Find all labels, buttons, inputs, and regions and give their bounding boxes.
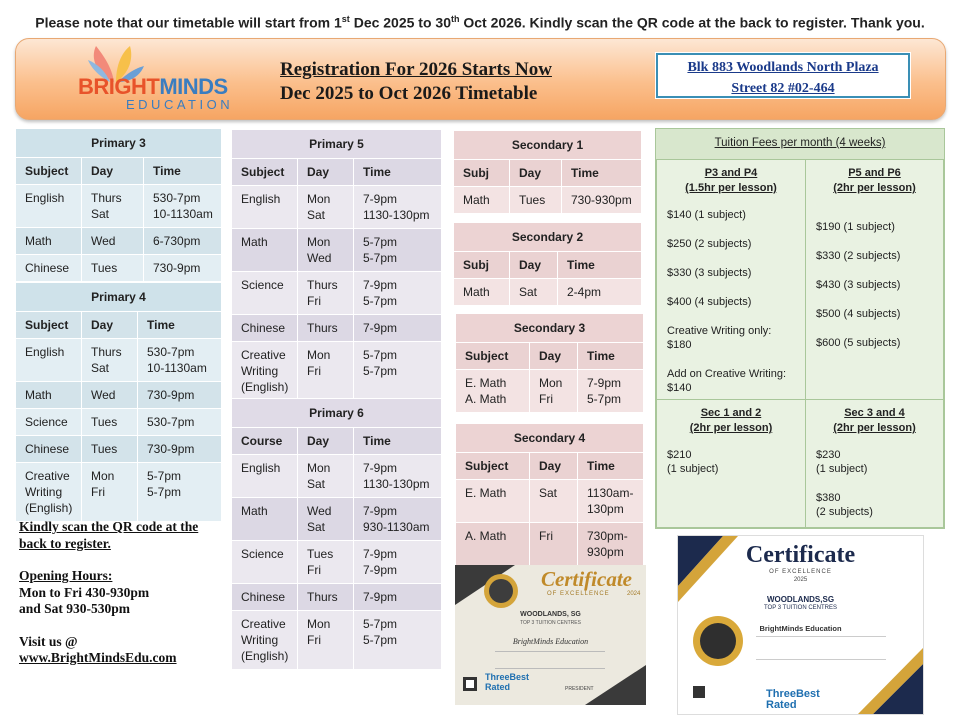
subject-line: (English) bbox=[241, 380, 289, 394]
cell-time bbox=[578, 480, 644, 523]
col-header: Day bbox=[82, 312, 138, 339]
time-line: 1130am- bbox=[587, 486, 634, 500]
col-header: Subject bbox=[16, 158, 82, 185]
day-line: Fri bbox=[539, 392, 553, 406]
day-line: Wed bbox=[307, 251, 332, 265]
fee-item: $190 (1 subject) bbox=[816, 221, 895, 233]
table-row bbox=[456, 370, 644, 413]
fees-p56-heading bbox=[816, 166, 933, 196]
heading-line: (2hr per lesson) bbox=[833, 182, 916, 194]
cell-time: 7-9pm bbox=[354, 584, 442, 611]
cell-subject: Chinese bbox=[232, 584, 298, 611]
cell-day bbox=[298, 186, 354, 229]
time-line: 5-7pm bbox=[363, 294, 398, 308]
day-line: Mon bbox=[307, 348, 331, 362]
certificate-2025 bbox=[677, 535, 924, 715]
cell-time bbox=[354, 272, 442, 315]
fee-item: $330 (3 subjects) bbox=[667, 267, 752, 279]
time-line: 730pm- bbox=[587, 529, 628, 543]
subject-line: Creative bbox=[241, 617, 286, 631]
cell-subject: Chinese bbox=[232, 315, 298, 342]
col-header: Subj bbox=[454, 252, 510, 279]
cell-time bbox=[144, 185, 222, 228]
table-title: Primary 4 bbox=[16, 283, 222, 312]
time-line: 5-7pm bbox=[147, 469, 182, 483]
banner-title-line2: Dec 2025 to Oct 2026 Timetable bbox=[280, 83, 538, 104]
cell-day: Fri bbox=[530, 523, 578, 566]
secondary3-table bbox=[455, 313, 644, 413]
day-line: Thurs bbox=[91, 345, 122, 359]
time-line: 5-7pm bbox=[363, 348, 398, 362]
primary6-table bbox=[231, 398, 442, 670]
certificate-org: BrightMinds Education bbox=[759, 624, 842, 633]
cell-subject: Math bbox=[16, 382, 82, 409]
day-line: Thurs bbox=[91, 191, 122, 205]
threebest-rated: Rated bbox=[485, 682, 511, 692]
cell-day bbox=[298, 541, 354, 584]
cell-subject: Math bbox=[454, 279, 510, 306]
table-row bbox=[232, 611, 442, 670]
table-row bbox=[232, 498, 442, 541]
cell-day: Wed bbox=[82, 382, 138, 409]
heading-line: (1.5hr per lesson) bbox=[685, 182, 777, 194]
table-row bbox=[16, 463, 222, 522]
time-line: 5-7pm bbox=[363, 364, 398, 378]
left-info bbox=[19, 519, 224, 667]
cell-time: 730-9pm bbox=[144, 255, 222, 282]
table-row bbox=[232, 342, 442, 401]
fees-s12-heading bbox=[667, 406, 795, 436]
certificate-year: 2024 bbox=[627, 591, 641, 597]
day-line: Fri bbox=[91, 485, 105, 499]
tuition-fees-panel bbox=[655, 128, 945, 529]
col-header: Day bbox=[530, 343, 578, 370]
table-title: Secondary 3 bbox=[456, 314, 644, 343]
primary5-table bbox=[231, 129, 442, 401]
day-line: Sat bbox=[91, 207, 110, 221]
cell-time bbox=[578, 523, 644, 566]
cell-day bbox=[298, 455, 354, 498]
fee-item bbox=[816, 491, 933, 519]
fee-line: $140 bbox=[667, 382, 692, 394]
time-line: 5-7pm bbox=[587, 392, 622, 406]
table-row bbox=[232, 272, 442, 315]
cell-subject: Chinese bbox=[16, 436, 82, 463]
certificate-org: BrightMinds Education bbox=[512, 637, 589, 646]
col-header: Subject bbox=[456, 343, 530, 370]
brightminds-logo bbox=[78, 44, 268, 112]
secondary1-table bbox=[453, 130, 642, 214]
cell-day: Sat bbox=[510, 279, 558, 306]
certificate-place: WOODLANDS, SG bbox=[520, 611, 581, 618]
day-line: Mon bbox=[307, 617, 331, 631]
col-header: Time bbox=[354, 159, 442, 186]
cell-time bbox=[138, 339, 222, 382]
col-header: Day bbox=[298, 159, 354, 186]
cell-time bbox=[354, 186, 442, 229]
table-title: Primary 5 bbox=[232, 130, 442, 159]
threebest-badge: ThreeBest bbox=[766, 688, 820, 700]
cell-time: 2-4pm bbox=[558, 279, 642, 306]
banner-title-line1: Registration For 2026 Starts Now bbox=[280, 59, 552, 80]
cell-day bbox=[82, 339, 138, 382]
table-row bbox=[16, 436, 222, 463]
cell-day: Tues bbox=[82, 436, 138, 463]
opening-hours-saturday: and Sat 930-530pm bbox=[19, 601, 131, 616]
day-line: Sat bbox=[307, 477, 326, 491]
day-line: Fri bbox=[307, 294, 321, 308]
certificate-subtitle: OF EXCELLENCE bbox=[769, 569, 832, 575]
day-line: Fri bbox=[307, 364, 321, 378]
fees-s34 bbox=[805, 399, 944, 528]
fee-item: $500 (4 subjects) bbox=[816, 308, 901, 320]
cell-subject bbox=[456, 370, 530, 413]
cell-day bbox=[298, 272, 354, 315]
fee-line: Creative Writing only: bbox=[667, 325, 772, 337]
address-line2: Street 82 #02-464 bbox=[731, 81, 835, 96]
fee-item bbox=[667, 367, 795, 395]
day-line: Mon bbox=[307, 192, 331, 206]
cell-time: 730-9pm bbox=[138, 382, 222, 409]
logo-education: EDUCATION bbox=[126, 97, 234, 112]
cell-day bbox=[298, 342, 354, 401]
qr-note-line1: Kindly scan the QR code at the bbox=[19, 519, 199, 534]
heading-line: P5 and P6 bbox=[848, 167, 901, 179]
notice-sup-2: th bbox=[450, 14, 460, 24]
col-header: Subject bbox=[456, 453, 530, 480]
cell-day: Tues bbox=[82, 255, 144, 282]
day-line: Wed bbox=[307, 504, 332, 518]
time-line: 930-1130am bbox=[363, 520, 430, 534]
table-row bbox=[16, 382, 222, 409]
fee-item bbox=[667, 324, 795, 352]
col-header: Time bbox=[578, 453, 644, 480]
table-row bbox=[232, 186, 442, 229]
table-row bbox=[232, 315, 442, 342]
table-row bbox=[232, 229, 442, 272]
certificate-year: 2025 bbox=[793, 577, 808, 583]
fee-line: $180 bbox=[667, 339, 692, 351]
certificate-body-text bbox=[495, 651, 605, 669]
cell-time bbox=[354, 611, 442, 670]
cell-day: Tues bbox=[510, 187, 562, 214]
cell-subject: Math bbox=[232, 229, 298, 272]
cell-subject: English bbox=[16, 339, 82, 382]
fee-item: $140 (1 subject) bbox=[667, 209, 746, 221]
cell-day: Thurs bbox=[298, 315, 354, 342]
col-header: Course bbox=[232, 428, 298, 455]
fees-p34 bbox=[656, 159, 806, 400]
day-line: Mon bbox=[91, 469, 115, 483]
col-header: Day bbox=[298, 428, 354, 455]
time-line: 930pm bbox=[587, 545, 624, 559]
fee-item: $600 (5 subjects) bbox=[816, 337, 901, 349]
cell-time: 7-9pm bbox=[354, 315, 442, 342]
fee-line: (1 subject) bbox=[816, 463, 868, 475]
cell-subject: English bbox=[16, 185, 82, 228]
time-line: 7-9pm bbox=[363, 504, 398, 518]
day-line: Fri bbox=[307, 563, 321, 577]
table-title: Secondary 1 bbox=[454, 131, 642, 160]
cell-time: 730-930pm bbox=[562, 187, 642, 214]
cell-time bbox=[354, 541, 442, 584]
table-title: Secondary 2 bbox=[454, 223, 642, 252]
col-header: Subj bbox=[454, 160, 510, 187]
fee-item: $330 (2 subjects) bbox=[816, 250, 901, 262]
time-line: 5-7pm bbox=[363, 617, 398, 631]
table-row bbox=[454, 187, 642, 214]
day-line: Tues bbox=[307, 547, 334, 561]
day-line: Mon bbox=[539, 376, 563, 390]
time-line: 7-9pm bbox=[363, 278, 398, 292]
fees-s34-heading bbox=[816, 406, 933, 436]
fee-line: (2 subjects) bbox=[816, 506, 873, 518]
notice-text-3: Oct 2026. Kindly scan the QR code at the back to register. Thank you. bbox=[459, 14, 925, 31]
time-line: 7-9pm bbox=[363, 563, 398, 577]
cell-subject: Math bbox=[16, 228, 82, 255]
top-notice bbox=[0, 14, 960, 31]
secondary2-table bbox=[453, 222, 642, 306]
heading-line: Sec 3 and 4 bbox=[844, 407, 905, 419]
fees-s12 bbox=[656, 399, 806, 528]
table-row bbox=[16, 185, 222, 228]
table-title: Primary 6 bbox=[232, 399, 442, 428]
fee-line: $210 bbox=[667, 449, 692, 461]
time-line: 7-9pm bbox=[363, 461, 398, 475]
table-title: Primary 3 bbox=[16, 129, 222, 158]
certificate-subtitle: OF EXCELLENCE bbox=[547, 591, 610, 597]
certificate-president: PRESIDENT bbox=[565, 686, 594, 692]
cell-subject: A. Math bbox=[456, 523, 530, 566]
cell-subject: Chinese bbox=[16, 255, 82, 282]
subject-line: (English) bbox=[25, 501, 73, 515]
fee-line: Add on Creative Writing: bbox=[667, 368, 787, 380]
cell-day bbox=[82, 463, 138, 522]
subject-line: A. Math bbox=[465, 392, 507, 406]
fee-item: $400 (4 subjects) bbox=[667, 296, 752, 308]
cell-subject: English bbox=[232, 455, 298, 498]
address-box bbox=[656, 53, 910, 98]
table-row bbox=[456, 523, 644, 566]
fee-line: (1 subject) bbox=[667, 463, 719, 475]
cell-subject: Science bbox=[16, 409, 82, 436]
heading-line: (2hr per lesson) bbox=[689, 422, 773, 434]
day-line: Sat bbox=[307, 520, 326, 534]
time-line: 130pm bbox=[587, 502, 624, 516]
cell-subject: Math bbox=[232, 498, 298, 541]
cell-subject bbox=[232, 611, 298, 670]
day-line: Mon bbox=[307, 235, 331, 249]
col-header: Time bbox=[562, 160, 642, 187]
secondary4-table bbox=[455, 423, 644, 566]
cell-time bbox=[354, 455, 442, 498]
fee-item bbox=[667, 448, 795, 476]
fees-title: Tuition Fees per month (4 weeks) bbox=[656, 129, 944, 160]
primary3-table bbox=[15, 128, 222, 282]
fees-p56 bbox=[805, 159, 944, 400]
cell-time: 530-7pm bbox=[138, 409, 222, 436]
certificate-2024 bbox=[455, 565, 646, 705]
day-line: Sat bbox=[307, 208, 326, 222]
cell-time: 6-730pm bbox=[144, 228, 222, 255]
fees-p34-heading bbox=[667, 166, 795, 196]
certificate-title: Certificate bbox=[745, 542, 856, 568]
cell-subject: E. Math bbox=[456, 480, 530, 523]
subject-line: Writing bbox=[241, 633, 279, 647]
fee-item bbox=[816, 448, 933, 476]
address-line1: Blk 883 Woodlands North Plaza bbox=[687, 60, 879, 75]
time-line: 7-9pm bbox=[363, 547, 398, 561]
day-line: Sat bbox=[91, 361, 110, 375]
certificate-rank: TOP 3 TUITION CENTRES bbox=[763, 605, 837, 611]
time-line: 10-1130am bbox=[147, 361, 207, 375]
primary4-table bbox=[15, 282, 222, 522]
cell-day: Thurs bbox=[298, 584, 354, 611]
cell-subject: Science bbox=[232, 272, 298, 315]
table-row bbox=[16, 409, 222, 436]
col-header: Day bbox=[530, 453, 578, 480]
qr-note-line2: back to register. bbox=[19, 535, 111, 551]
opening-hours-title: Opening Hours: bbox=[19, 568, 113, 583]
cell-subject bbox=[232, 342, 298, 401]
table-row bbox=[232, 584, 442, 611]
cell-day bbox=[298, 498, 354, 541]
certificate-rank: TOP 3 TUITION CENTRES bbox=[520, 620, 581, 626]
cell-day: Sat bbox=[530, 480, 578, 523]
time-line: 5-7pm bbox=[147, 485, 182, 499]
col-header: Time bbox=[354, 428, 442, 455]
cell-day bbox=[298, 229, 354, 272]
certificate-title: Certificate bbox=[541, 567, 632, 591]
day-line: Fri bbox=[307, 633, 321, 647]
table-row bbox=[454, 279, 642, 306]
time-line: 7-9pm bbox=[587, 376, 622, 390]
col-header: Subject bbox=[16, 312, 82, 339]
cell-time bbox=[354, 498, 442, 541]
subject-line: Creative bbox=[241, 348, 286, 362]
certificate-place: WOODLANDS,SG bbox=[766, 595, 835, 604]
cell-day: Tues bbox=[82, 409, 138, 436]
time-line: 1130-130pm bbox=[363, 208, 430, 222]
subject-line: Writing bbox=[25, 485, 63, 499]
col-header: Subject bbox=[232, 159, 298, 186]
col-header: Day bbox=[510, 252, 558, 279]
cell-subject: English bbox=[232, 186, 298, 229]
subject-line: (English) bbox=[241, 649, 289, 663]
banner-title bbox=[280, 58, 552, 106]
subject-line: E. Math bbox=[465, 376, 507, 390]
certificate-body-text bbox=[756, 636, 886, 660]
table-row bbox=[232, 455, 442, 498]
threebest-rated: Rated bbox=[766, 699, 797, 711]
logo-minds: MINDS bbox=[159, 74, 228, 99]
fee-line: $380 bbox=[816, 492, 841, 504]
time-line: 5-7pm bbox=[363, 633, 398, 647]
heading-line: (2hr per lesson) bbox=[833, 422, 916, 434]
cell-time bbox=[578, 370, 644, 413]
visit-label: Visit us @ bbox=[19, 633, 78, 649]
time-line: 1130-130pm bbox=[363, 477, 430, 491]
subject-line: Creative bbox=[25, 469, 70, 483]
website-link[interactable]: www.BrightMindsEdu.com bbox=[19, 650, 177, 665]
heading-line: P3 and P4 bbox=[704, 167, 758, 179]
fee-item: $430 (3 subjects) bbox=[816, 279, 901, 291]
heading-line: Sec 1 and 2 bbox=[700, 407, 762, 419]
opening-hours-weekday: Mon to Fri 430-930pm bbox=[19, 584, 150, 600]
notice-text-1: Please note that our timetable will start from 1 bbox=[35, 14, 342, 31]
table-row bbox=[16, 255, 222, 282]
cell-time: 730-9pm bbox=[138, 436, 222, 463]
cell-time bbox=[138, 463, 222, 522]
cell-subject: Math bbox=[454, 187, 510, 214]
fee-item: $250 (2 subjects) bbox=[667, 238, 752, 250]
notice-sup-1: st bbox=[341, 14, 350, 24]
table-title: Secondary 4 bbox=[456, 424, 644, 453]
cell-time bbox=[354, 229, 442, 272]
day-line: Thurs bbox=[307, 278, 338, 292]
cell-day bbox=[530, 370, 578, 413]
logo-bright: BRIGHT bbox=[78, 74, 160, 99]
time-line: 10-1130am bbox=[153, 207, 213, 221]
time-line: 5-7pm bbox=[363, 251, 398, 265]
cell-time bbox=[354, 342, 442, 401]
time-line: 530-7pm bbox=[153, 191, 201, 205]
col-header: Day bbox=[510, 160, 562, 187]
col-header: Time bbox=[558, 252, 642, 279]
fee-line: $230 bbox=[816, 449, 841, 461]
cell-subject: Science bbox=[232, 541, 298, 584]
day-line: Mon bbox=[307, 461, 331, 475]
col-header: Time bbox=[144, 158, 222, 185]
cell-subject bbox=[16, 463, 82, 522]
subject-line: Writing bbox=[241, 364, 279, 378]
table-row bbox=[456, 480, 644, 523]
time-line: 7-9pm bbox=[363, 192, 398, 206]
time-line: 530-7pm bbox=[147, 345, 195, 359]
threebest-badge: ThreeBest bbox=[485, 672, 530, 682]
col-header: Time bbox=[138, 312, 222, 339]
time-line: 5-7pm bbox=[363, 235, 398, 249]
cell-day: Wed bbox=[82, 228, 144, 255]
cell-day bbox=[298, 611, 354, 670]
notice-text-2: Dec 2025 to 30 bbox=[349, 14, 451, 31]
col-header: Day bbox=[82, 158, 144, 185]
cell-day bbox=[82, 185, 144, 228]
table-row bbox=[16, 339, 222, 382]
table-row bbox=[232, 541, 442, 584]
table-row bbox=[16, 228, 222, 255]
col-header: Time bbox=[578, 343, 644, 370]
